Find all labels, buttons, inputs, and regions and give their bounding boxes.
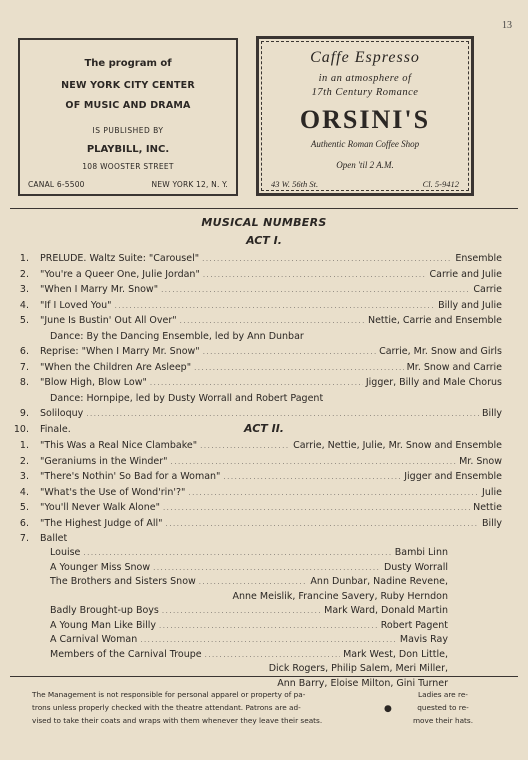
musical-number-title: "When the Children Are Asleep" bbox=[40, 361, 192, 373]
dot-leader bbox=[153, 561, 381, 576]
musical-number-performers: Jigger, Billy and Male Chorus bbox=[365, 377, 502, 388]
dot-leader bbox=[86, 407, 479, 423]
musical-number-row bbox=[0, 454, 528, 470]
dot-leader bbox=[140, 633, 397, 648]
ballet-role: Members of the Carnival Troupe bbox=[50, 648, 202, 660]
ballet-role-row bbox=[0, 648, 528, 663]
musical-number-title: "This Was a Real Nice Clambake" bbox=[40, 440, 198, 451]
ballet-role: A Young Man Like Billy bbox=[50, 619, 157, 631]
program-publisher-box bbox=[18, 38, 238, 196]
ballet-role: Louise bbox=[50, 547, 81, 558]
musical-number-performers: Mr. Snow and Carrie bbox=[406, 361, 502, 373]
musical-number-index: 5. bbox=[19, 315, 29, 326]
musical-number-index: 1. bbox=[19, 253, 29, 264]
musical-number-performers: Nettie, Carrie and Ensemble bbox=[367, 315, 502, 326]
musical-number-row bbox=[0, 406, 528, 422]
musical-number-row bbox=[0, 375, 528, 391]
musical-number-dance-note: Dance: By the Dancing Ensemble, led by Ann Dunbar bbox=[50, 330, 304, 342]
musical-number-title: "Blow High, Blow Low" bbox=[40, 377, 147, 388]
ad-phone: Cl. 5-9412 bbox=[422, 179, 459, 189]
ballet-role-row bbox=[0, 633, 528, 648]
musical-number-performers: Ensemble bbox=[455, 253, 502, 264]
musical-number-index: 8. bbox=[19, 377, 29, 388]
ballet-dancers-continued: Anne Meislik, Francine Savery, Ruby Herndon bbox=[232, 590, 448, 602]
musical-number-index: 4. bbox=[19, 486, 29, 498]
ballet-dancers: Ann Dunbar, Nadine Revene, bbox=[310, 576, 448, 587]
ballet-dancers: Mavis Ray bbox=[399, 634, 448, 645]
ballet-dancers: Bambi Linn bbox=[394, 547, 448, 558]
musical-number-index: 1. bbox=[19, 440, 29, 451]
management-notice-line-2: trons unless properly checked with the theatre attendant. Patrons are ad- bbox=[32, 703, 301, 712]
ballet-role-row bbox=[0, 604, 528, 619]
dot-leader bbox=[223, 470, 401, 486]
publisher-street: 108 WOOSTER STREET bbox=[82, 162, 174, 171]
ad-hours: Open 'til 2 A.M. bbox=[336, 160, 394, 170]
act-1-list bbox=[0, 251, 528, 437]
musical-number-row bbox=[0, 344, 528, 360]
act-2-heading: ACT II. bbox=[244, 422, 284, 435]
musical-number-title: "You'll Never Walk Alone" bbox=[40, 502, 160, 513]
musical-number-title: "June Is Bustin' Out All Over" bbox=[40, 315, 177, 326]
musical-number-title: "The Highest Judge of All" bbox=[40, 517, 163, 529]
musical-number-row bbox=[0, 531, 528, 547]
dot-leader bbox=[203, 268, 427, 284]
musical-number-performers: Mr. Snow bbox=[459, 455, 502, 467]
dot-leader bbox=[200, 439, 290, 455]
musical-number-row bbox=[0, 251, 528, 267]
ballet-role: The Brothers and Sisters Snow bbox=[50, 576, 196, 587]
hats-notice bbox=[400, 688, 486, 727]
musical-number-performers: Jigger and Ensemble bbox=[404, 471, 502, 482]
act-1-heading: ACT I. bbox=[246, 234, 282, 247]
musical-number-title: Soliloquy bbox=[40, 408, 84, 419]
musical-number-index: 2. bbox=[19, 268, 29, 280]
ballet-role-row bbox=[0, 575, 528, 590]
musical-number-index: 10. bbox=[13, 423, 29, 435]
management-notice bbox=[32, 688, 382, 727]
musical-number-index: 7. bbox=[19, 361, 29, 373]
musical-number-performers: Billy bbox=[481, 408, 502, 419]
musical-number-performers: Billy and Julie bbox=[438, 299, 502, 311]
musical-number-performers: Carrie and Julie bbox=[429, 268, 502, 280]
management-notice-line-1: The Management is not responsible for personal apparel or property of pa- bbox=[32, 690, 306, 699]
footer-divider bbox=[10, 676, 518, 677]
ballet-role-row bbox=[0, 619, 528, 634]
ballet-role: Badly Brought-up Boys bbox=[50, 605, 159, 616]
musical-number-title: Reprise: "When I Marry Mr. Snow" bbox=[40, 346, 200, 357]
musical-number-performers: Billy bbox=[481, 517, 502, 529]
city-center-name-line1: NEW YORK CITY CENTER bbox=[61, 80, 195, 91]
page-number: 13 bbox=[502, 20, 512, 31]
dot-leader bbox=[161, 283, 470, 299]
hats-notice-line-2: quested to re- bbox=[417, 703, 469, 712]
musical-number-row bbox=[0, 500, 528, 516]
ballet-cast-list bbox=[0, 546, 528, 691]
ad-cafe-name: Caffe Espresso bbox=[310, 49, 420, 66]
musical-number-performers: Nettie bbox=[473, 502, 502, 513]
musical-number-dance-note: Dance: Hornpipe, led by Dusty Worrall and Robert Pagent bbox=[50, 392, 324, 404]
musical-number-row bbox=[0, 282, 528, 298]
musical-number-title: "You're a Queer One, Julie Jordan" bbox=[40, 268, 200, 280]
musical-number-index: 3. bbox=[19, 471, 29, 482]
ad-brand: ORSINI'S bbox=[299, 105, 431, 134]
musical-number-row bbox=[0, 267, 528, 283]
publisher-contact-row bbox=[28, 180, 228, 189]
top-divider bbox=[10, 208, 518, 209]
musical-number-row bbox=[0, 469, 528, 485]
ballet-dancers-continued: Dick Rogers, Philip Salem, Meri Miller, bbox=[268, 663, 448, 674]
dot-leader bbox=[205, 648, 340, 663]
dot-leader bbox=[150, 376, 363, 392]
musical-number-row bbox=[0, 298, 528, 314]
publisher-city: NEW YORK 12, N. Y. bbox=[151, 180, 228, 189]
dot-leader bbox=[166, 517, 479, 533]
musical-number-performers: Carrie bbox=[473, 284, 502, 295]
musical-number-row bbox=[0, 516, 528, 532]
ballet-dancers: Mark Ward, Donald Martin bbox=[324, 605, 448, 616]
musical-number-title: Ballet bbox=[40, 533, 68, 544]
dot-leader bbox=[180, 314, 365, 330]
act-2-list bbox=[0, 438, 528, 547]
dot-leader bbox=[115, 299, 436, 315]
dot-leader bbox=[159, 619, 378, 634]
ballet-dancers-continued: Ann Barry, Eloise Milton, Gini Turner bbox=[277, 677, 448, 689]
city-center-name-line2: OF MUSIC AND DRAMA bbox=[65, 100, 191, 111]
dot-leader bbox=[163, 501, 470, 517]
ad-address: 43 W. 56th St. bbox=[271, 179, 319, 189]
orsinis-advertisement bbox=[256, 36, 474, 196]
musical-number-title: "Geraniums in the Winder" bbox=[40, 455, 168, 467]
hats-notice-line-3: move their hats. bbox=[412, 716, 474, 725]
ballet-role-row bbox=[0, 546, 528, 561]
ballet-dancers: Robert Pagent bbox=[380, 619, 448, 631]
management-notice-line-3: vised to take their coats and wraps with them whenever they leave their seats. bbox=[32, 716, 323, 725]
ad-address-row bbox=[271, 179, 459, 189]
musical-number-title: "When I Marry Mr. Snow" bbox=[40, 284, 159, 295]
bullet-icon: ● bbox=[384, 704, 392, 714]
musical-number-title: "What's the Use of Wond'rin'?" bbox=[40, 486, 186, 498]
musical-number-index: 5. bbox=[19, 502, 29, 513]
dot-leader bbox=[199, 575, 308, 590]
musical-numbers-heading: MUSICAL NUMBERS bbox=[201, 216, 327, 229]
dot-leader bbox=[194, 361, 404, 377]
publisher-phone: CANAL 6-5500 bbox=[28, 180, 85, 189]
ballet-dancers: Dusty Worrall bbox=[383, 561, 448, 573]
published-by-text: IS PUBLISHED BY bbox=[92, 126, 164, 135]
ballet-role: A Younger Miss Snow bbox=[50, 561, 151, 573]
ad-tagline-2: 17th Century Romance bbox=[311, 87, 419, 98]
dot-leader bbox=[83, 546, 391, 561]
dot-leader bbox=[162, 604, 321, 619]
program-of-text: The program of bbox=[84, 58, 172, 69]
dot-leader bbox=[203, 345, 376, 361]
musical-number-index: 6. bbox=[19, 517, 29, 529]
musical-number-performers: Julie bbox=[482, 486, 502, 498]
musical-number-index: 3. bbox=[19, 284, 29, 295]
musical-number-title: "There's Nothin' So Bad for a Woman" bbox=[40, 471, 221, 482]
musical-number-title: Finale. bbox=[40, 423, 71, 435]
musical-number-index: 6. bbox=[19, 346, 29, 357]
musical-number-row bbox=[0, 360, 528, 376]
publisher-name: PLAYBILL, INC. bbox=[86, 144, 170, 155]
musical-number-row bbox=[0, 485, 528, 501]
dot-leader bbox=[171, 455, 457, 471]
musical-number-performers: Carrie, Nettie, Julie, Mr. Snow and Ensemble bbox=[293, 440, 502, 451]
ballet-role: A Carnival Woman bbox=[50, 634, 138, 645]
dot-leader bbox=[202, 252, 452, 268]
musical-number-index: 2. bbox=[19, 455, 29, 467]
ad-description: Authentic Roman Coffee Shop bbox=[310, 139, 420, 149]
musical-number-index: 4. bbox=[19, 299, 29, 311]
ballet-role-row bbox=[0, 561, 528, 576]
musical-number-row bbox=[0, 313, 528, 329]
musical-number-title: PRELUDE. Waltz Suite: "Carousel" bbox=[40, 253, 200, 264]
dot-leader bbox=[188, 486, 479, 502]
ad-tagline-1: in an atmosphere of bbox=[318, 73, 412, 84]
hats-notice-line-1: Ladies are re- bbox=[418, 690, 468, 699]
musical-number-title: "If I Loved You" bbox=[40, 299, 112, 311]
musical-number-row bbox=[0, 438, 528, 454]
musical-number-index: 7. bbox=[19, 533, 29, 544]
musical-number-index: 9. bbox=[19, 408, 29, 419]
musical-number-performers: Carrie, Mr. Snow and Girls bbox=[379, 346, 502, 357]
ballet-dancers: Mark West, Don Little, bbox=[343, 648, 448, 660]
